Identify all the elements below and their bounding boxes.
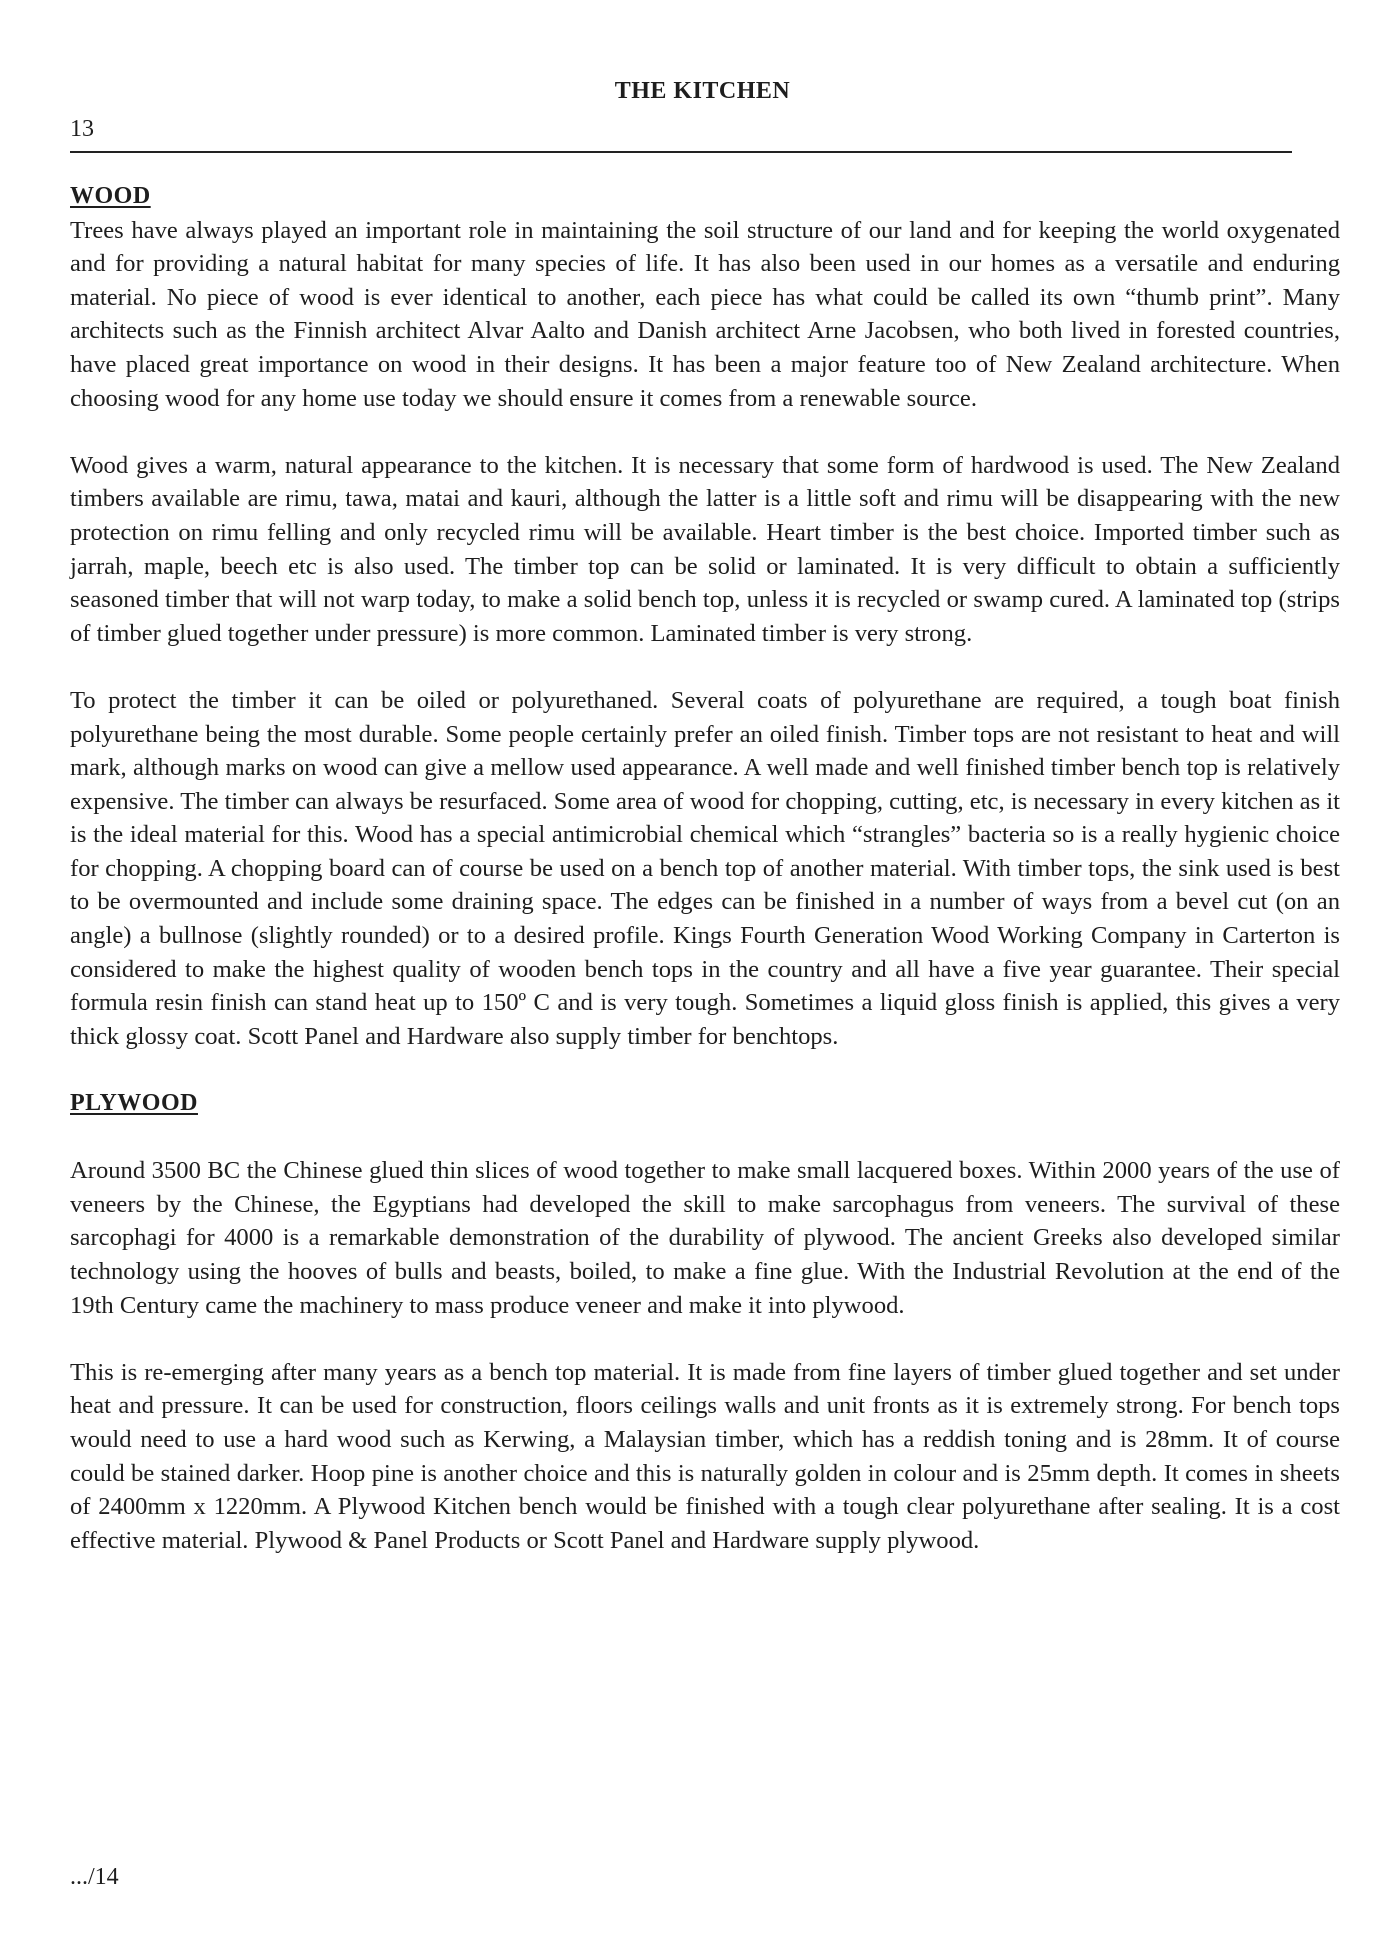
section-heading-wood: WOOD: [70, 183, 151, 209]
paragraph-gap: [70, 1053, 1340, 1087]
plywood-paragraph-2: This is re-emerging after many years as a bench top material. It is made from fine layers of timber glued together and set under heat and pressure. It can be used for construction, floors ceilings walls and unit fronts as it is extremely strong. For bench tops would need to use a hard wood such as Kerwing, a Malaysian timber, which has a reddish toning and is 28mm. It of course could be stained darker. Hoop pine is another choice and this is naturally golden in colour and is 25mm depth. It comes in sheets of 2400mm x 1220mm. A Plywood Kitchen bench would be finished with a tough clear polyurethane after sealing. It is a cost effective material. Plywood & Panel Products or Scott Panel and Hardware supply plywood.: [70, 1358, 1340, 1554]
wood-paragraph-3: To protect the timber it can be oiled or polyurethaned. Several coats of polyurethane are required, a tough boat finish polyurethane being the most durable. Some people certainly prefer an oiled finish. Timber tops are not resistant to heat and will mark, although marks on wood can give a mellow used appearance. A well made and well finished timber bench top is relatively expensive. The timber can always be resurfaced. Some area of wood for chopping, cutting, etc, is necessary in every kitchen as it is the ideal material for this. Wood has a special antimicrobial chemical which “strangles” bacteria so is a really hygienic choice for chopping. A chopping board can of course be used on a bench top of another material. With timber tops, the sink used is best to be overmounted and include some draining space. The edges can be finished in a number of ways from a bevel cut (on an angle) a bullnose (slightly rounded) or to a desired profile. Kings Fourth Generation Wood Working Company in Carterton is considered to make the highest quality of wooden bench tops in the country and all have a five year guarantee. Their special formula resin finish can stand heat up to 150º C and is very tough. Sometimes a liquid gloss finish is applied, this gives a very thick glossy coat. Scott Panel and Hardware also supply timber for benchtops.: [70, 686, 1340, 1050]
wood-paragraph-2: Wood gives a warm, natural appearance to the kitchen. It is necessary that some form of hardwood is used. The New Zealand timbers available are rimu, tawa, matai and kauri, although the latter is a little soft and rimu will be disappearing with the new protection on rimu felling and only recycled rimu will be available. Heart timber is the best choice. Imported timber such as jarrah, maple, beech etc is also used. The timber top can be solid or laminated. It is very difficult to obtain a sufficiently seasoned timber that will not warp today, to make a solid bench top, unless it is recycled or swamp cured. A laminated top (strips of timber glued together under pressure) is more common. Laminated timber is very strong.: [70, 451, 1340, 647]
paragraph-gap: [70, 1322, 1340, 1356]
paragraph-gap: [70, 415, 1340, 449]
header-divider: [70, 151, 1292, 153]
wood-paragraph-1: Trees have always played an important role in maintaining the soil structure of our land and for keeping the world oxygenated and for providing a natural habitat for many species of life. It has also been used in our homes as a versatile and enduring material. No piece of wood is ever identical to another, each piece has what could be called its own “thumb print”. Many architects such as the Finnish architect Alvar Aalto and Danish architect Arne Jacobsen, who both lived in forested countries, have placed great importance on wood in their designs. It has been a major feature too of New Zealand architecture. When choosing wood for any home use today we should ensure it comes from a renewable source.: [70, 216, 1340, 412]
page-number: 13: [70, 116, 94, 142]
paragraph-gap: [70, 650, 1340, 684]
paragraph-gap: [70, 1121, 1340, 1155]
section-heading-plywood: PLYWOOD: [70, 1090, 198, 1117]
continuation-marker: .../14: [70, 1864, 119, 1890]
page-title: THE KITCHEN: [614, 78, 791, 104]
plywood-paragraph-1: Around 3500 BC the Chinese glued thin slices of wood together to make small lacquered boxes. Within 2000 years of the use of veneers by the Chinese, the Egyptians had developed the skill to make sarcophagus from veneers. The survival of these sarcophagi for 4000 is a remarkable demonstration of the durability of plywood. The ancient Greeks also developed similar technology using the hooves of bulls and beasts, boiled, to make a fine glue. With the Industrial Revolution at the end of the 19th Century came the machinery to mass produce veneer and make it into plywood.: [70, 1157, 1340, 1319]
document-body: [70, 180, 1340, 1557]
